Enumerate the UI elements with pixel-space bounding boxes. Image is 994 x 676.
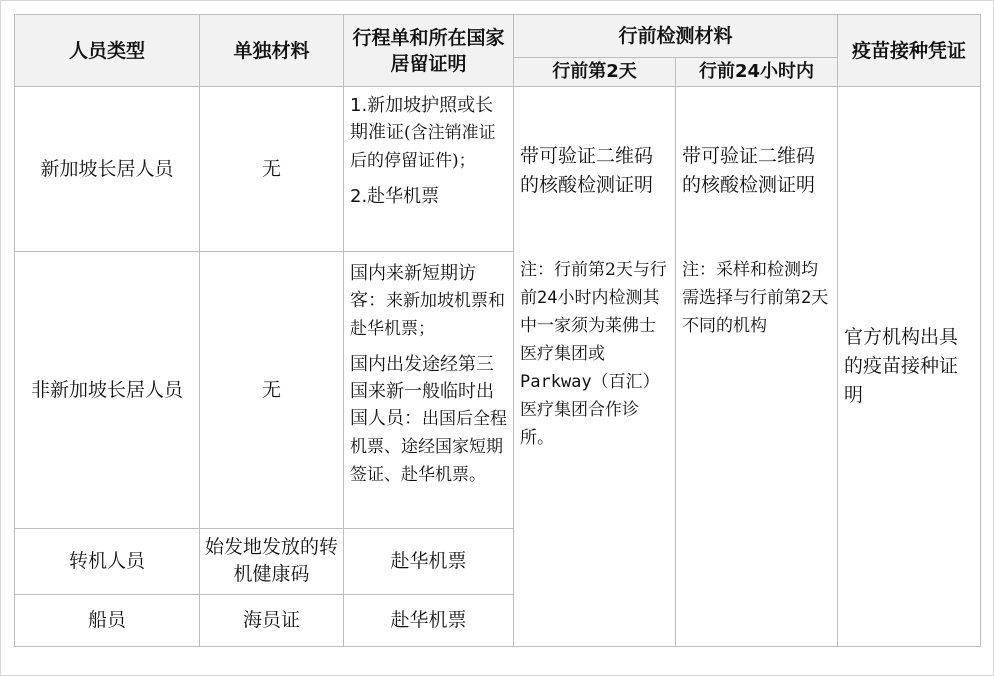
- cell-type-transit: 转机人员: [15, 528, 200, 594]
- h24-note: 注：采样和检测均需选择与行前第2天不同的机构: [682, 260, 829, 337]
- cell-itinerary-non-resident: [344, 252, 514, 528]
- header-row: [15, 15, 981, 58]
- cell-itinerary-seafarer: 赴华机票: [344, 594, 514, 646]
- header-predeparture-tests: 行前检测材料: [514, 15, 838, 58]
- cell-itinerary-transit: 赴华机票: [344, 528, 514, 594]
- itinerary-item-2: 2.赴华机票: [350, 186, 440, 208]
- entry-requirements-table: [14, 14, 981, 647]
- h24-requirement: 带可验证二维码的核酸检测证明: [682, 145, 816, 197]
- itinerary-item-1: 1.新加坡护照或长期准证: [350, 95, 494, 144]
- itinerary-item-1-note: (含注销准证后的停留证件)；: [350, 123, 496, 172]
- header-person-type: 人员类型: [15, 15, 200, 87]
- cell-materials-non-resident: 无: [200, 252, 344, 528]
- cell-24h-tests: [676, 87, 838, 647]
- day2-requirement: 带可验证二维码的核酸检测证明: [520, 145, 654, 197]
- cell-materials-transit: 始发地发放的转机健康码: [200, 528, 344, 594]
- cell-type-seafarer: 船员: [15, 594, 200, 646]
- header-day2-before: 行前第2天: [514, 58, 676, 87]
- cell-day2-tests: [514, 87, 676, 647]
- row-singapore-resident: [15, 87, 981, 252]
- header-within-24h: 行前24小时内: [676, 58, 838, 87]
- itinerary-short-visitor: 国内来新短期访客：来新加坡机票和赴华机票；: [350, 263, 505, 340]
- cell-vaccination: [838, 87, 981, 647]
- cell-itinerary-singapore-resident: [344, 87, 514, 252]
- header-vaccination: 疫苗接种凭证: [838, 15, 981, 87]
- day2-note: 注：行前第2天与行前24小时内检测其中一家须为莱佛士医疗集团或Parkway（百汇）医疗集团合作诊所。: [520, 260, 667, 449]
- cell-materials-singapore-resident: 无: [200, 87, 344, 252]
- header-itinerary-residence: 行程单和所在国家居留证明: [344, 15, 514, 87]
- cell-materials-seafarer: 海员证: [200, 594, 344, 646]
- vaccination-value: 官方机构出具的疫苗接种证明: [844, 326, 959, 407]
- itinerary-transit-third-country: 国内出发途经第三国来新一般临时出国人员：出国后全程机票、途经国家短期签证、赴华机票。: [350, 354, 507, 486]
- header-separate-materials: 单独材料: [200, 15, 344, 87]
- cell-type-singapore-resident: 新加坡长居人员: [15, 87, 200, 252]
- cell-type-non-resident: 非新加坡长居人员: [15, 252, 200, 528]
